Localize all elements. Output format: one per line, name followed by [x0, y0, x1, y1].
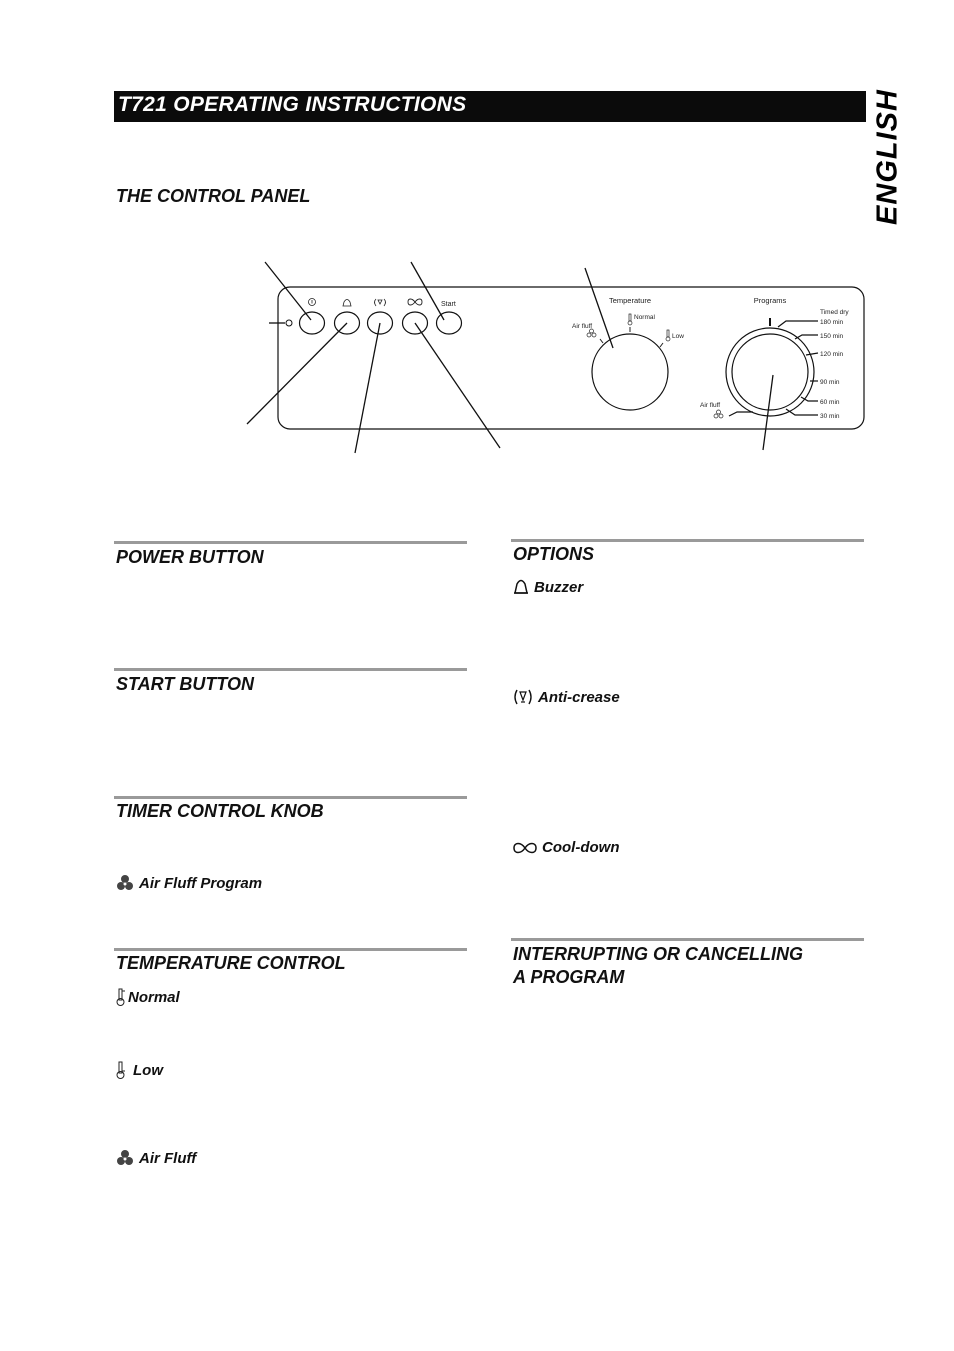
options-heading: OPTIONS — [513, 544, 595, 564]
control-panel-diagram — [0, 0, 954, 470]
thermometer-normal-icon — [115, 987, 127, 1007]
power-button-heading: POWER BUTTON — [116, 547, 264, 567]
anti-crease-item — [512, 687, 620, 707]
timed-dry-label: Timed dry — [820, 309, 849, 316]
air-fluff-item — [115, 1149, 196, 1167]
programs-label: Programs — [753, 296, 787, 305]
normal-item — [115, 987, 180, 1007]
panel-outline — [278, 287, 864, 429]
start-label: Start — [441, 301, 456, 308]
air-fluff-label: Air Fluff — [139, 1149, 197, 1167]
divider — [114, 668, 467, 671]
interrupting-heading — [513, 943, 803, 989]
cool-down-item — [512, 839, 619, 856]
temperature-label: Temperature — [608, 296, 652, 305]
cool-down-label: Cool-down — [542, 839, 620, 856]
bell-icon — [512, 577, 530, 597]
prog-air-fluff-label: Air fluff — [700, 402, 721, 409]
interrupting-heading-line1: INTERRUPTING OR CANCELLING — [513, 944, 803, 964]
air-fluff-program-item — [115, 874, 262, 892]
time-60: 60 min — [820, 399, 840, 406]
bell-icon — [343, 300, 351, 307]
anti-crease-icon — [512, 687, 534, 707]
fan-icon — [587, 329, 596, 337]
page-title: T721 OPERATING INSTRUCTIONS — [118, 93, 467, 116]
fan-icon — [115, 874, 135, 892]
divider — [511, 938, 864, 941]
infinity-icon — [408, 299, 422, 305]
time-30: 30 min — [820, 413, 840, 420]
buzzer-item — [512, 577, 583, 597]
divider — [511, 539, 864, 542]
start-button-heading: START BUTTON — [116, 674, 254, 694]
low-item — [115, 1059, 163, 1081]
thermometer-normal-icon — [628, 314, 632, 325]
time-180: 180 min — [820, 319, 844, 326]
power-icon — [309, 299, 316, 306]
temp-low-label: Low — [672, 333, 684, 340]
interrupting-heading-line2: A PROGRAM — [513, 967, 625, 987]
timer-knob-heading: TIMER CONTROL KNOB — [116, 801, 324, 821]
air-fluff-program-label: Air Fluff Program — [139, 874, 263, 892]
divider — [114, 948, 467, 951]
language-label: ENGLISH — [871, 89, 904, 225]
callout-lines — [247, 262, 773, 453]
time-90: 90 min — [820, 379, 840, 386]
control-panel-heading: THE CONTROL PANEL — [116, 186, 311, 206]
low-label: Low — [133, 1061, 163, 1079]
start-button — [437, 312, 462, 334]
power-button — [300, 312, 325, 334]
divider — [114, 796, 467, 799]
temp-normal-label: Normal — [634, 314, 655, 321]
fan-icon — [115, 1149, 135, 1167]
temp-air-fluff-label: Air fluff — [572, 323, 593, 330]
time-150: 150 min — [820, 333, 844, 340]
thermometer-low-icon — [666, 330, 670, 341]
divider — [114, 541, 467, 544]
buzzer-label: Buzzer — [534, 578, 584, 596]
infinity-icon — [512, 840, 538, 856]
fan-icon — [714, 410, 723, 418]
thermometer-low-icon — [115, 1059, 129, 1081]
temperature-knob — [592, 334, 668, 410]
programs-knob-outer — [726, 328, 814, 416]
anti-crease-icon — [375, 299, 386, 306]
anti-crease-label: Anti-crease — [538, 688, 620, 706]
temperature-control-heading: TEMPERATURE CONTROL — [116, 953, 346, 973]
power-indicator-light — [286, 320, 292, 326]
time-120: 120 min — [820, 351, 844, 358]
normal-label: Normal — [128, 988, 180, 1006]
